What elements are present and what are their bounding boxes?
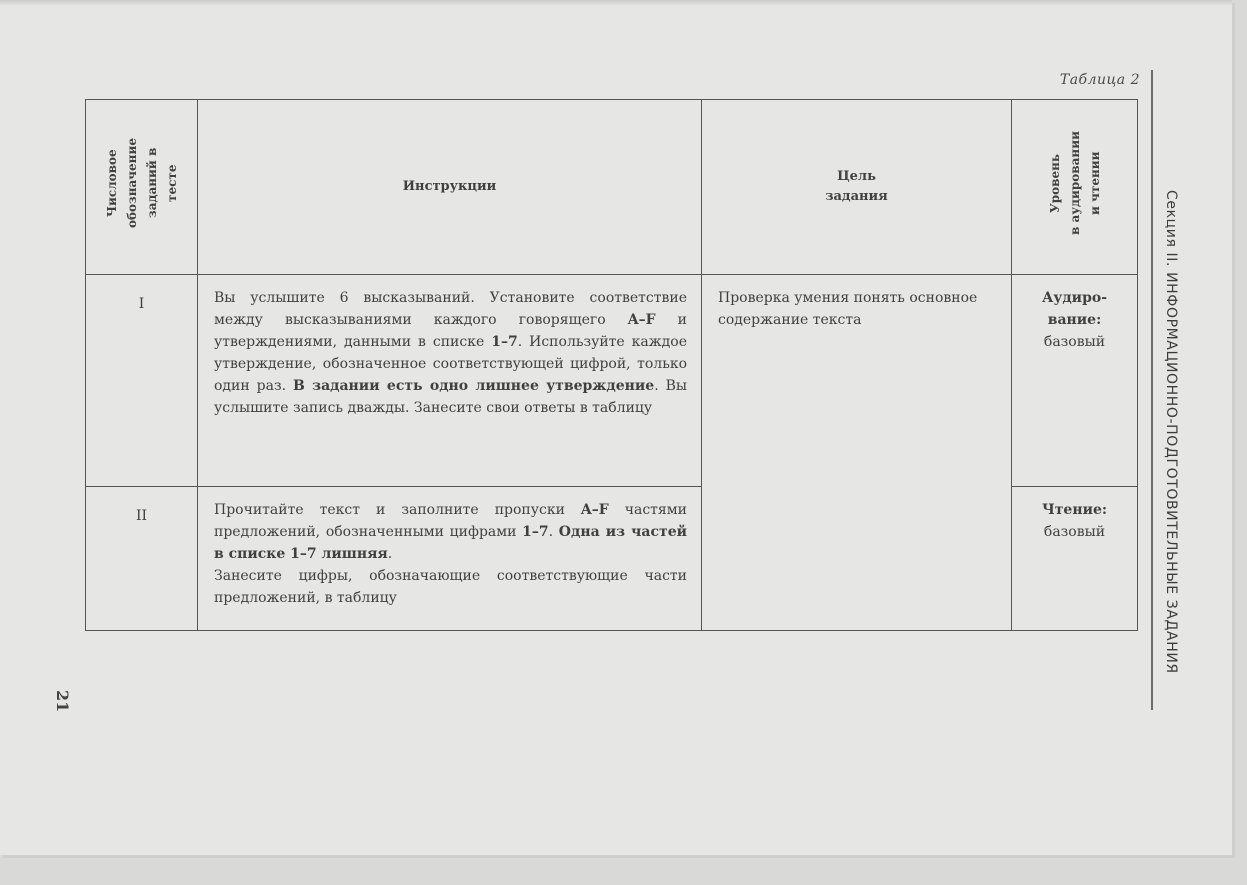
tasks-table [85,99,1138,631]
page-number: 21 [53,690,72,713]
task-level: Чтение: базовый [1012,487,1138,631]
table-caption: Таблица 2 [1059,72,1140,88]
table-header-row [86,100,1138,275]
header-task-number: Числовое обозначение заданий в тесте [86,100,198,275]
task-number: I [86,275,198,487]
task-instruction: Прочитайте текст и заполните пропуски A–F частями предложений, обозначенными цифрами 1–7. Одна из частей в списке 1–7 лишняя. Занесите цифры, обозначающие соответствующие части предложений, в таблицу [198,487,702,631]
page-edge-shadow [0,0,1232,6]
header-level: Уровень в аудировании и чтении [1012,100,1138,275]
section-title: Секция II. ИНФОРМАЦИОННО-ПОДГОТОВИТЕЛЬНЫЕ ЗАДАНИЯ [1163,190,1179,674]
task-level: Аудиро- вание: базовый [1012,275,1138,487]
task-number: II [86,487,198,631]
task-instruction: Вы услышите 6 высказываний. Установите соответствие между высказываниями каждого говорящего A–F и утверждениями, данными в списке 1–7. Используйте каждое утверждение, обозначенное соответствующей цифрой, только один раз. В задании есть одно лишнее утверждение. Вы услышите запись дважды. Занесите свои ответы в таблицу [198,275,702,487]
header-instructions: Инструкции [198,100,702,275]
header-goal: Цель задания [702,100,1012,275]
task-goal: Проверка умения понять основное содержание текста [702,275,1012,631]
table-row [86,275,1138,487]
